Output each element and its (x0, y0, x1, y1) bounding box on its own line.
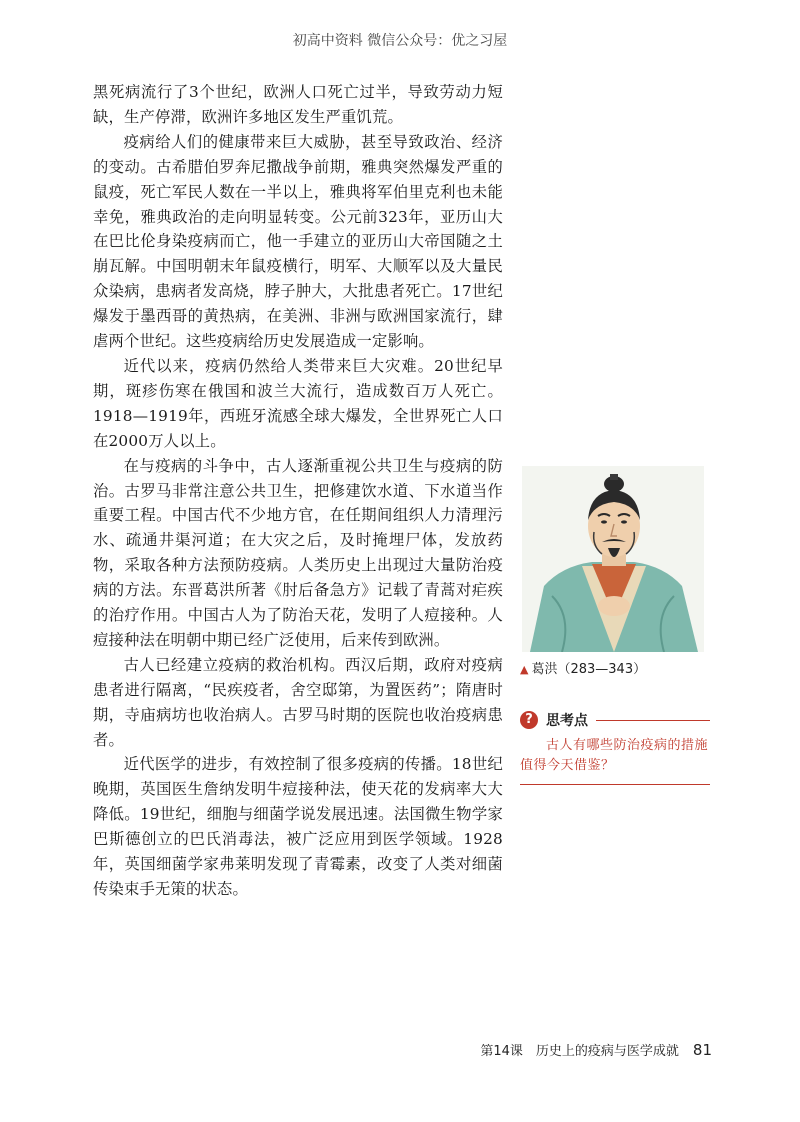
think-divider-top (596, 720, 710, 721)
question-icon: ? (520, 711, 538, 729)
figure-caption (520, 658, 646, 677)
think-point-title: 思考点 (546, 713, 588, 729)
paragraph-4: 在与疫病的斗争中，古人逐渐重视公共卫生与疫病的防治。古罗马非常注意公共卫生，把修建饮水道、下水道当作重要工程。中国古代不少地方官，在任期间组织人力清理污水、疏通井渠河道；在大灾之后，及时掩埋尸体，发放药物，采取各种方法预防疫病。人类历史上出现过大量防治疫病的方法。东晋葛洪所著《肘后备急方》记载了青蒿对疟疾的治疗作用。中国古人为了防治天花，发明了人痘接种。人痘接种法在明朝中期已经广泛使用，后来传到欧洲。 (93, 456, 503, 649)
page-footer (480, 1040, 712, 1059)
paragraph-1: 黑死病流行了3个世纪，欧洲人口死亡过半，导致劳动力短缺，生产停滞，欧洲许多地区发生严重饥荒。 (93, 83, 503, 126)
page-header: 初高中资料 微信公众号：优之习屋 (292, 33, 508, 49)
paragraph-2: 疫病给人们的健康带来巨大威胁，甚至导致政治、经济的变动。古希腊伯罗奔尼撒战争前期，雅典突然爆发严重的鼠疫，死亡军民人数在一半以上，雅典将军伯里克利也未能幸免，雅典政治的走向明显转变。公元前323年，亚历山大在巴比伦身染疫病而亡，他一手建立的亚历山大帝国随之土崩瓦解。中国明朝末年鼠疫横行，明军、大顺军以及大量民众染病，患病者发高烧，脖子肿大，大批患者死亡。17世纪爆发于墨西哥的黄热病，在美洲、非洲与欧洲国家流行，肆虐两个世纪。这些疫病给历史发展造成一定影响。 (93, 132, 503, 351)
think-divider-bottom (520, 784, 710, 785)
paragraph-5: 古人已经建立疫病的救治机构。西汉后期，政府对疫病患者进行隔离，“民疾疫者，舍空邸第，为置医药”；隋唐时期，寺庙病坊也收治病人。古罗马时期的医院也收治疫病患者。 (93, 655, 503, 749)
caption-text: 葛洪（283—343） (531, 662, 647, 677)
paragraph-3: 近代以来，疫病仍然给人类带来巨大灾难。20世纪早期，斑疹伤寒在俄国和波兰大流行，造成数百万人死亡。1918—1919年，西班牙流感全球大爆发，全世界死亡人口在2000万人以上。 (93, 356, 503, 450)
paragraph-6: 近代医学的进步，有效控制了很多疫病的传播。18世纪晚期，英国医生詹纳发明牛痘接种法，使天花的发病率大大降低。19世纪，细胞与细菌学说发展迅速。法国微生物学家巴斯德创立的巴氏消毒法，被广泛应用到医学领域。1928年，英国细菌学家弗莱明发现了青霉素，改变了人类对细菌传染束手无策的状态。 (93, 755, 503, 898)
ge-hong-portrait (522, 466, 704, 652)
lesson-title: 第14课 历史上的疫病与医学成就 (480, 1044, 679, 1059)
think-point-header (520, 710, 710, 730)
think-point-question: 古人有哪些防治疫病的措施值得今天借鉴？ (520, 738, 709, 773)
main-text (93, 80, 503, 902)
page-number: 81 (692, 1041, 712, 1059)
portrait-illustration (522, 466, 704, 652)
triangle-marker-icon: ▲ (520, 663, 529, 676)
think-point-box (520, 710, 710, 785)
